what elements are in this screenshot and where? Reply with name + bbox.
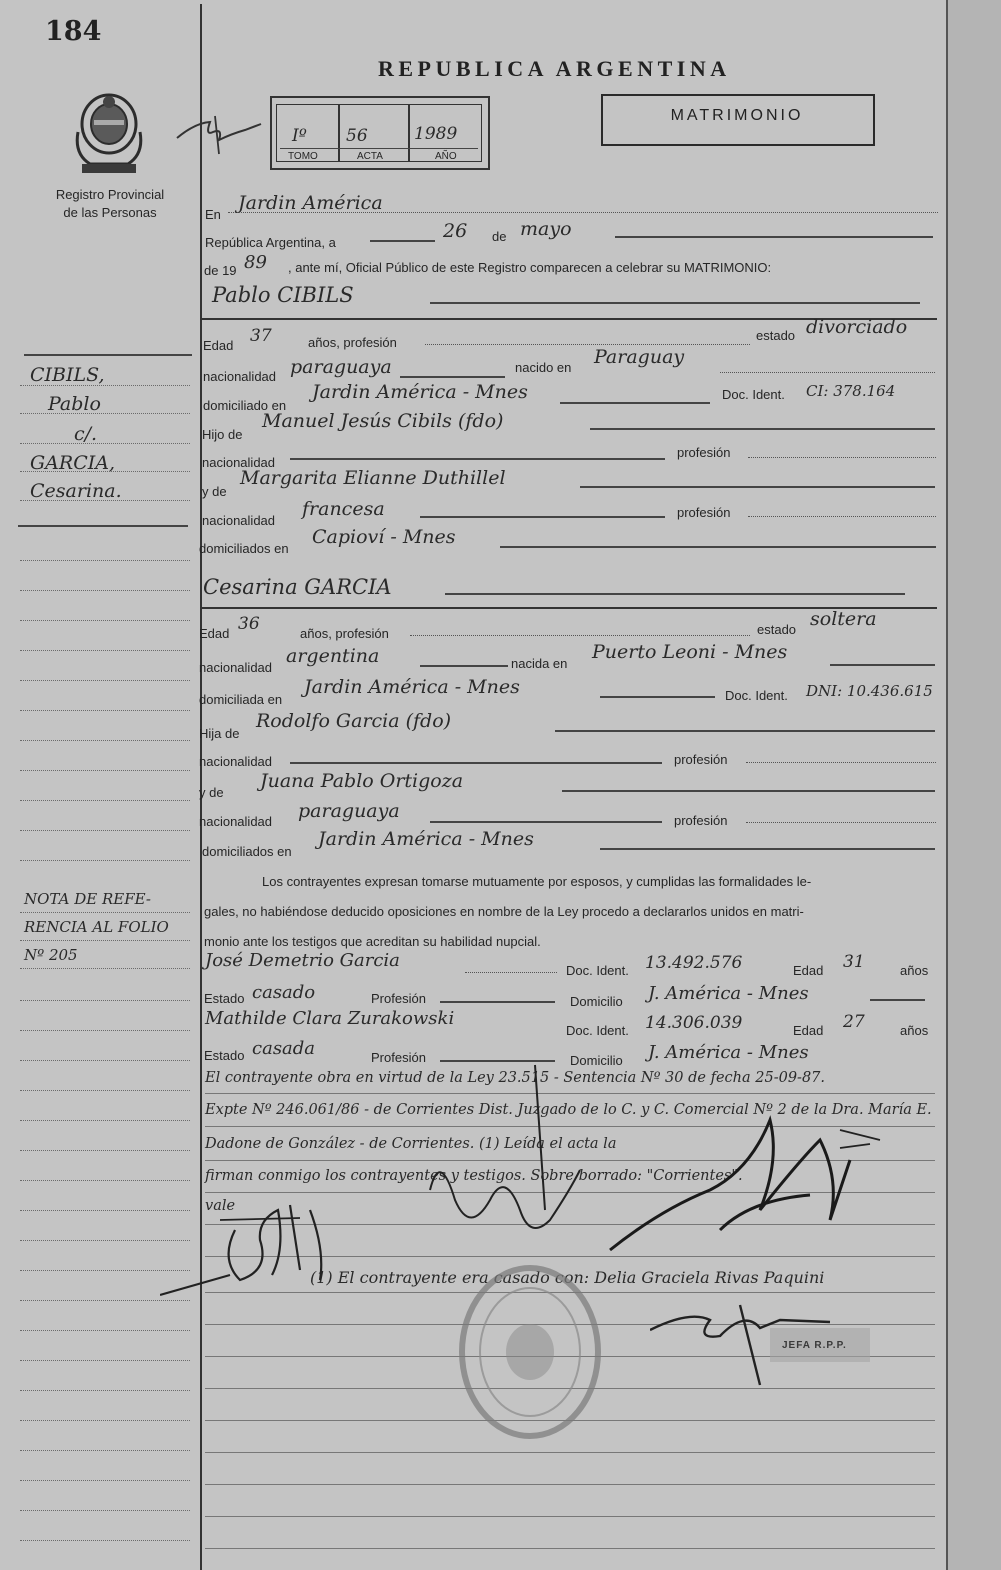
groom-nacionalidad: paraguaya xyxy=(290,356,392,378)
witness2-name: Mathilde Clara Zurakowski xyxy=(205,1008,455,1029)
bride-parents-domic-label: domiciliados en xyxy=(202,844,292,859)
declaration-line1: Los contrayentes expresan tomarse mutuamente por esposos, y cumplidas las formalidades le- xyxy=(262,874,812,889)
margin-ruled-line xyxy=(20,1300,190,1301)
bride-father: Rodolfo Garcia (fdo) xyxy=(256,710,452,732)
bride-mother-prof-label: profesión xyxy=(674,813,728,828)
margin-top-rule xyxy=(24,354,192,356)
blank-line xyxy=(555,730,935,732)
witness2-edad: 27 xyxy=(843,1012,865,1032)
blank-line xyxy=(420,665,508,667)
witness1-doc-label: Doc. Ident. xyxy=(566,963,629,978)
intro-text: , ante mí, Oficial Público de este Registro comparecen a celebrar su MATRIMONIO: xyxy=(288,260,772,275)
margin-ruled-line xyxy=(20,740,190,741)
bride-signature xyxy=(410,1060,630,1260)
groom-mother-prof-label: profesión xyxy=(677,505,731,520)
margin-ruled-line xyxy=(20,912,190,913)
witness1-edad: 31 xyxy=(843,952,865,972)
ceremony-year: 89 xyxy=(244,252,267,273)
bride-doc: DNI: 10.436.615 xyxy=(806,682,933,700)
margin-name-line1: CIBILS, xyxy=(30,364,105,386)
groom-mother: Margarita Elianne Duthillel xyxy=(240,467,506,489)
margin-ruled-line xyxy=(20,1480,190,1481)
official-seal xyxy=(455,1262,605,1442)
registrar-stamp-text: JEFA R.P.P. xyxy=(782,1340,847,1351)
bride-mother: Juana Pablo Ortigoza xyxy=(260,770,464,792)
groom-estado-label: estado xyxy=(756,328,796,343)
ceremony-day: 26 xyxy=(443,220,468,242)
witness2-doc-label: Doc. Ident. xyxy=(566,1023,629,1038)
dotted-fill-line xyxy=(748,457,936,458)
dotted-fill-line xyxy=(410,635,750,636)
margin-ruled-line xyxy=(20,1360,190,1361)
bride-doc-label: Doc. Ident. xyxy=(725,688,788,703)
country-title: REPUBLICA ARGENTINA xyxy=(378,56,731,81)
margin-ruled-line xyxy=(20,650,190,651)
witness2-anos-label: años xyxy=(900,1023,929,1038)
bride-mother-nac-label: nacionalidad xyxy=(199,814,273,829)
groom-prof-label: años, profesión xyxy=(308,335,397,350)
margin-ruled-line xyxy=(20,1330,190,1331)
dotted-fill-line xyxy=(425,344,750,345)
bride-mother-nac: paraguaya xyxy=(298,800,400,822)
blank-line xyxy=(445,593,905,595)
blank-line xyxy=(400,376,505,378)
annotation-footnote: (1) El contrayente era casado con: Delia Graciela Rivas Paquini xyxy=(310,1268,825,1287)
acta-label: ACTA xyxy=(357,151,383,162)
margin-name-line5: Cesarina. xyxy=(30,480,122,502)
margin-ruled-line xyxy=(20,710,190,711)
bride-nacida-label: nacida en xyxy=(511,656,568,671)
margin-ruled-line xyxy=(20,620,190,621)
coat-of-arms-icon xyxy=(72,92,146,176)
bride-nacida-en: Puerto Leoni - Mnes xyxy=(592,641,788,663)
margin-ruled-line xyxy=(20,1180,190,1181)
bride-yde-label: y de xyxy=(199,785,224,800)
witness1-domic-label: Domicilio xyxy=(570,994,623,1009)
bride-nacionalidad: argentina xyxy=(286,645,380,667)
margin-ruled-line xyxy=(20,680,190,681)
registrar-initials-signature xyxy=(175,108,265,158)
ruled-line xyxy=(205,1548,935,1549)
ceremony-month: mayo xyxy=(520,218,572,240)
blank-line xyxy=(420,516,665,518)
bride-parents-domicilio: Jardin América - Mnes xyxy=(318,828,534,850)
bride-name: Cesarina GARCIA xyxy=(203,575,392,599)
groom-doc: CI: 378.164 xyxy=(806,382,896,400)
declaration-line2: gales, no habiéndose deducido oposiciones en nombre de la Ley procedo a declararlos unidos en matri- xyxy=(204,904,804,919)
ceremony-place: Jardin América xyxy=(238,192,383,214)
page-edge xyxy=(948,0,1001,1570)
margin-mid-rule xyxy=(18,525,188,527)
witness2-estado-label: Estado xyxy=(204,1048,245,1063)
margin-note-line3: Nº 205 xyxy=(24,946,78,964)
groom-signature xyxy=(160,1190,360,1300)
margin-name-line2: Pablo xyxy=(48,393,101,415)
groom-nacido-en: Paraguay xyxy=(594,346,685,368)
dotted-fill-line xyxy=(746,822,936,823)
witness2-domicilio: J. América - Mnes xyxy=(648,1042,809,1063)
blank-line xyxy=(600,696,715,698)
margin-ruled-line xyxy=(20,770,190,771)
dotted-fill-line xyxy=(748,516,936,517)
bride-father-nac-label: nacionalidad xyxy=(199,754,273,769)
annotation-line5: vale xyxy=(205,1198,236,1214)
margin-ruled-line xyxy=(20,471,190,472)
groom-name: Pablo CIBILS xyxy=(212,283,354,307)
margin-ruled-line xyxy=(20,500,190,501)
groom-hijo-label: Hijo de xyxy=(202,427,243,442)
groom-edad-label: Edad xyxy=(203,338,234,353)
bride-edad-label: Edad xyxy=(199,626,230,641)
blank-line xyxy=(290,762,662,764)
blank-line xyxy=(370,240,435,242)
margin-ruled-line xyxy=(20,1390,190,1391)
groom-nacido-label: nacido en xyxy=(515,360,572,375)
de19-label: de 19 xyxy=(204,263,237,278)
margin-ruled-line xyxy=(20,1120,190,1121)
annotation-line2: Expte Nº 246.061/86 - de Corrientes Dist. Juzgado de lo C. y C. Comercial Nº 2 de la Dra. María E. xyxy=(205,1102,932,1118)
witness1-name: José Demetrio Garcia xyxy=(205,950,400,971)
witness1-anos-label: años xyxy=(900,963,929,978)
ruled-line xyxy=(205,1452,935,1453)
blank-line xyxy=(440,1001,555,1003)
registry-name-line1: Registro Provincial xyxy=(55,187,165,202)
blank-line xyxy=(500,546,936,548)
folio-number: 184 xyxy=(45,16,102,47)
de-label: de xyxy=(492,229,507,244)
registry-name-line2: de las Personas xyxy=(63,205,157,220)
margin-ruled-line xyxy=(20,830,190,831)
witness2-doc: 14.306.039 xyxy=(645,1013,743,1033)
witness1-prof-label: Profesión xyxy=(371,991,426,1006)
blank-line xyxy=(430,821,662,823)
groom-domic-label: domiciliado en xyxy=(203,398,287,413)
box-divider-2 xyxy=(408,104,410,162)
declaration-line3: monio ante los testigos que acreditan su habilidad nupcial. xyxy=(204,934,541,949)
margin-ruled-line xyxy=(20,560,190,561)
groom-domicilio: Jardin América - Mnes xyxy=(312,381,528,403)
blank-line xyxy=(562,790,935,792)
blank-line xyxy=(560,402,710,404)
ano-label: AÑO xyxy=(435,151,457,162)
republica-label: República Argentina, a xyxy=(205,235,336,250)
margin-name-line3: c/. xyxy=(74,423,98,445)
margin-ruled-line xyxy=(20,1420,190,1421)
margin-ruled-line xyxy=(20,1090,190,1091)
margin-ruled-line xyxy=(20,1150,190,1151)
annotation-line3: Dadone de González - de Corrientes. (1) Leída el acta la xyxy=(205,1136,617,1152)
ano-value: 1989 xyxy=(414,124,458,144)
witness2-estado: casada xyxy=(252,1038,316,1059)
blank-line xyxy=(830,664,935,666)
groom-edad: 37 xyxy=(250,326,272,346)
acta-value: 56 xyxy=(346,126,368,146)
ruled-line xyxy=(205,1484,935,1485)
dotted-fill-line xyxy=(465,972,557,973)
groom-father: Manuel Jesús Cibils (fdo) xyxy=(262,410,504,432)
bride-domicilio: Jardin América - Mnes xyxy=(304,676,520,698)
witness2-domic-label: Domicilio xyxy=(570,1053,623,1068)
annotation-line4: firman conmigo los contrayentes y testigos. Sobre borrado: "Corrientes". xyxy=(205,1168,743,1184)
margin-name-line4: GARCIA, xyxy=(30,452,116,474)
margin-ruled-line xyxy=(20,385,190,386)
groom-father-nac-label: nacionalidad xyxy=(202,455,276,470)
bride-hija-label: Hija de xyxy=(199,726,240,741)
en-label: En xyxy=(205,207,221,222)
margin-ruled-line xyxy=(20,860,190,861)
blank-line xyxy=(615,236,933,238)
margin-ruled-line xyxy=(20,968,190,969)
ruled-line xyxy=(205,1516,935,1517)
groom-mother-nac-label: nacionalidad xyxy=(202,513,276,528)
bride-prof-label: años, profesión xyxy=(300,626,389,641)
bride-estado: soltera xyxy=(810,608,877,630)
margin-ruled-line xyxy=(20,443,190,444)
margin-ruled-line xyxy=(20,1030,190,1031)
dotted-fill-line xyxy=(746,762,936,763)
blank-line xyxy=(290,458,665,460)
bride-father-prof-label: profesión xyxy=(674,752,728,767)
margin-note-line1: NOTA DE REFE- xyxy=(24,890,151,908)
groom-estado: divorciado xyxy=(806,316,908,338)
witness-signatures xyxy=(600,1100,900,1260)
witness2-edad-label: Edad xyxy=(793,1023,824,1038)
box-divider-1 xyxy=(338,104,340,162)
dotted-fill-line xyxy=(228,212,938,213)
groom-parents-domicilio: Capioví - Mnes xyxy=(312,526,456,548)
tomo-value: Iº xyxy=(292,126,307,146)
bride-domic-label: domiciliada en xyxy=(199,692,283,707)
document-type-title: MATRIMONIO xyxy=(670,107,804,124)
groom-parents-domic-label: domiciliados en xyxy=(199,541,289,556)
margin-ruled-line xyxy=(20,1000,190,1001)
witness2-prof-label: Profesión xyxy=(371,1050,426,1065)
witness1-edad-label: Edad xyxy=(793,963,824,978)
annotation-line1: El contrayente obra en virtud de la Ley 23.515 - Sentencia Nº 30 de fecha 25-09-87. xyxy=(205,1070,826,1086)
dotted-fill-line xyxy=(720,372,935,373)
groom-doc-label: Doc. Ident. xyxy=(722,387,785,402)
margin-ruled-line xyxy=(20,1540,190,1541)
bride-estado-label: estado xyxy=(757,622,797,637)
blank-line xyxy=(600,848,935,850)
page-edge-line xyxy=(946,0,948,1570)
witness1-domicilio: J. América - Mnes xyxy=(648,983,809,1004)
groom-father-prof-label: profesión xyxy=(677,445,731,460)
margin-ruled-line xyxy=(20,940,190,941)
groom-yde-label: y de xyxy=(202,484,227,499)
box-underline xyxy=(280,148,478,149)
margin-note-line2: RENCIA AL FOLIO xyxy=(24,918,169,936)
margin-ruled-line xyxy=(20,800,190,801)
groom-mother-nac: francesa xyxy=(302,498,385,520)
witness1-estado-label: Estado xyxy=(204,991,245,1006)
bride-edad: 36 xyxy=(238,614,260,634)
groom-nac-label: nacionalidad xyxy=(203,369,277,384)
bride-nac-label: nacionalidad xyxy=(199,660,273,675)
margin-ruled-line xyxy=(20,413,190,414)
blank-line xyxy=(430,302,920,304)
witness1-estado: casado xyxy=(252,982,316,1003)
margin-ruled-line xyxy=(20,1450,190,1451)
margin-ruled-line xyxy=(20,590,190,591)
blank-line xyxy=(590,428,935,430)
margin-ruled-line xyxy=(20,1060,190,1061)
witness1-doc: 13.492.576 xyxy=(645,953,743,973)
margin-ruled-line xyxy=(20,1510,190,1511)
tomo-label: TOMO xyxy=(288,151,318,162)
blank-line xyxy=(580,486,935,488)
blank-line xyxy=(870,999,925,1001)
